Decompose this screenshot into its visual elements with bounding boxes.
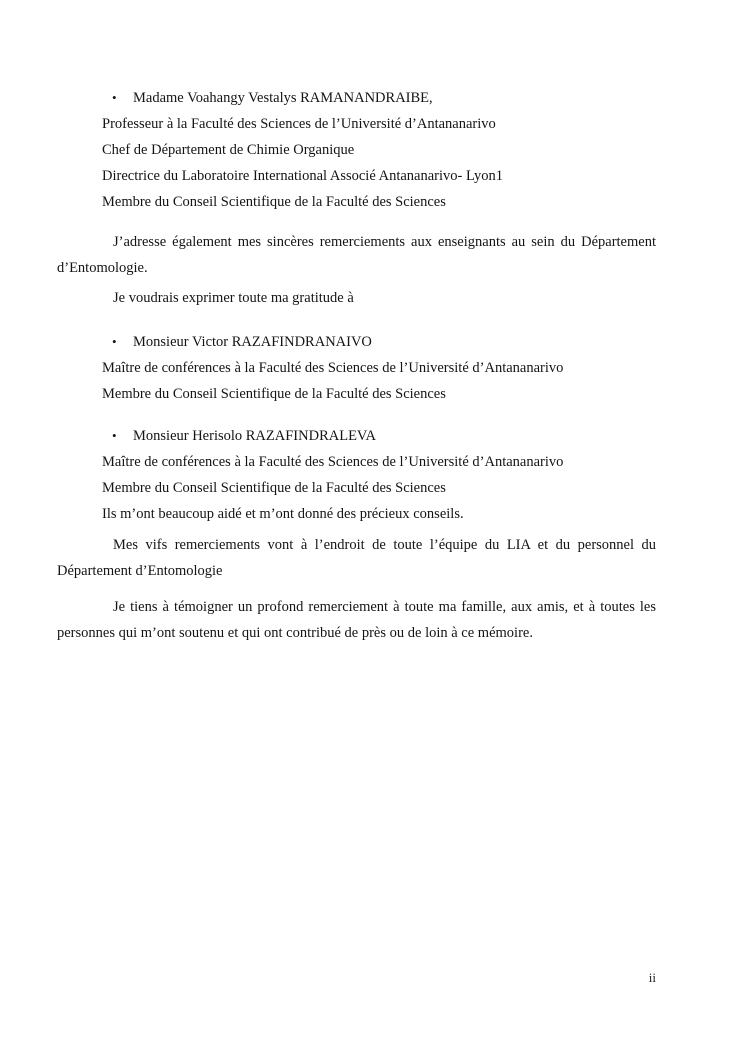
paragraph-equipe-lia [57,532,656,584]
bullet-list-item [57,85,656,111]
bullet-group-ramanandraibe [57,85,656,215]
person-role-line: Directrice du Laboratoire International Associé Antananarivo- Lyon1 [102,168,504,184]
person-role-line: Maître de conférences à la Faculté des Sciences de l’Université d’Antananarivo [102,360,564,376]
paragraph-line: personnes qui m’ont soutenu et qui ont contribué de près ou de loin à ce mémoire. [57,625,533,641]
person-name: Monsieur Victor RAZAFINDRANAIVO [133,334,372,350]
bullet-group-razafindraleva [57,423,656,527]
person-role-line: Professeur à la Faculté des Sciences de l’Université d’Antananarivo [102,116,496,132]
paragraph-line: Je tiens à témoigner un profond remerciement à toute ma famille, aux amis, et à toutes les [113,599,656,615]
paragraph-remerciements-enseignants [57,229,656,281]
page-number: ii [648,970,656,985]
paragraph-line: Département d’Entomologie [57,563,223,579]
paragraph-gratitude [57,285,656,311]
person-role-line: Membre du Conseil Scientifique de la Faculté des Sciences [102,386,446,402]
bullet-icon: • [112,428,117,443]
person-role-line: Membre du Conseil Scientifique de la Faculté des Sciences [102,194,446,210]
paragraph-line: d’Entomologie. [57,260,148,276]
paragraph-line: Je voudrais exprimer toute ma gratitude à [113,290,354,306]
person-role-line: Maître de conférences à la Faculté des Sciences de l’Université d’Antananarivo [102,454,564,470]
person-name: Monsieur Herisolo RAZAFINDRALEVA [133,428,377,444]
person-role-line: Membre du Conseil Scientifique de la Faculté des Sciences [102,480,446,496]
paragraph-famille [57,594,656,646]
person-role-line: Ils m’ont beaucoup aidé et m’ont donné des précieux conseils. [102,506,464,522]
person-role-line: Chef de Département de Chimie Organique [102,142,355,158]
bullet-list-item [57,329,656,355]
bullet-list-item [57,423,656,449]
paragraph-line: J’adresse également mes sincères remerciements aux enseignants au sein du Département [113,234,656,250]
bullet-icon: • [112,334,117,349]
paragraph-line: Mes vifs remerciements vont à l’endroit de toute l’équipe du LIA et du personnel du [113,537,656,553]
person-name: Madame Voahangy Vestalys RAMANANDRAIBE, [133,90,433,106]
bullet-group-razafindranaivo [57,329,656,407]
bullet-icon: • [112,90,117,105]
